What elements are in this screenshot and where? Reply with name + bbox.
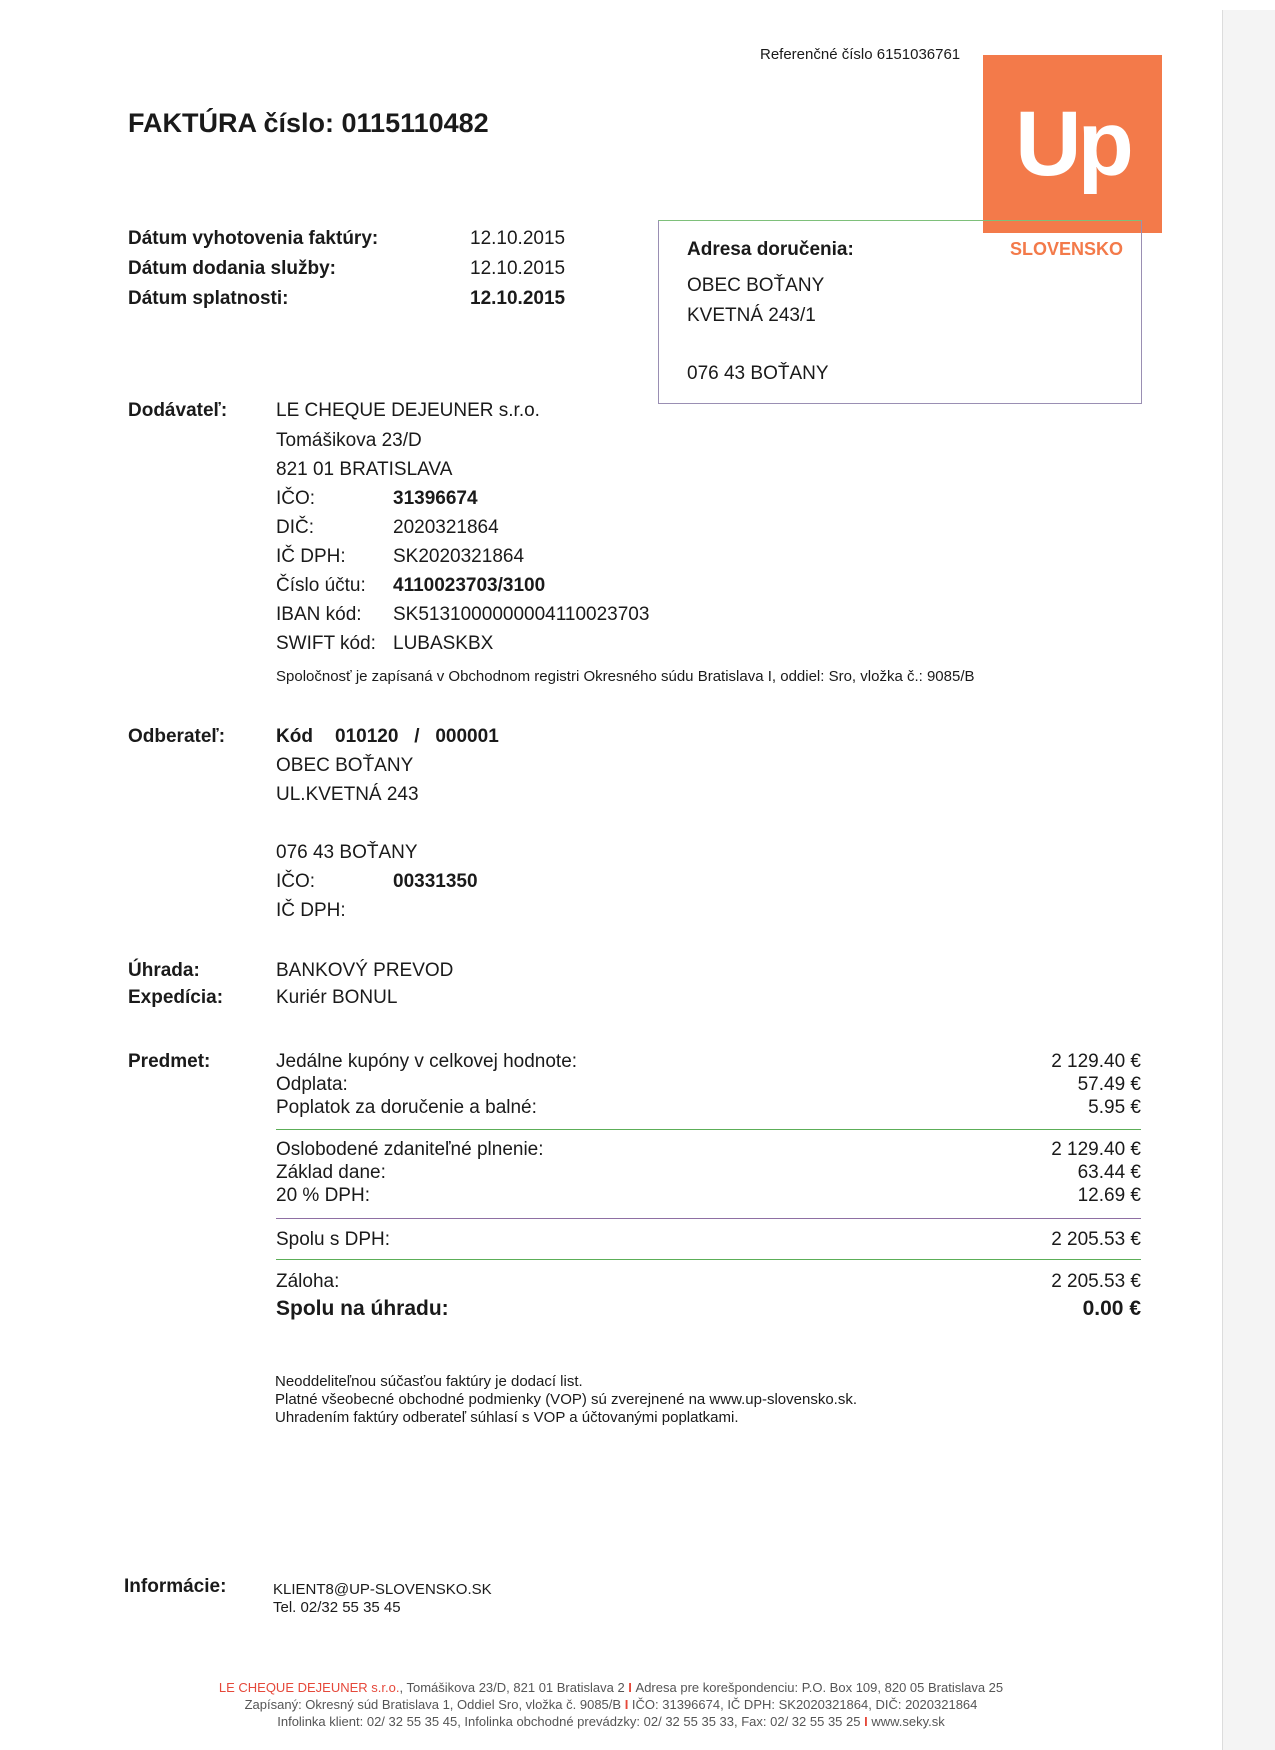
supplier-account-value: 4110023703/3100 bbox=[393, 575, 546, 596]
footer-tax-ids: IČO: 31396674, IČ DPH: SK2020321864, DIČ: 2020321864 bbox=[631, 1697, 978, 1712]
divider-line bbox=[276, 1129, 1141, 1130]
note-line: Uhradením faktúry odberateľ súhlasí s VOP a účtovanými poplatkami. bbox=[275, 1409, 739, 1426]
footer-separator: I bbox=[624, 1680, 636, 1695]
note-line: Platné všeobecné obchodné podmienky (VOP) sú zverejnené na www.up-slovensko.sk. bbox=[275, 1391, 857, 1408]
supplier-icdph-value: SK2020321864 bbox=[393, 546, 525, 567]
delivery-address-city: 076 43 BOŤANY bbox=[687, 363, 829, 384]
info-label: Informácie: bbox=[124, 1576, 227, 1597]
supplier-dic-label: DIČ: bbox=[276, 517, 314, 538]
date-label-delivery: Dátum dodania služby: bbox=[128, 258, 336, 279]
amount-due-label: Spolu na úhradu: bbox=[276, 1297, 449, 1320]
delivery-address-box bbox=[658, 220, 1142, 404]
customer-street: UL.KVETNÁ 243 bbox=[276, 784, 419, 805]
footer-correspondence: Adresa pre korešpondenciu: P.O. Box 109, 820 05 Bratislava 25 bbox=[635, 1680, 1004, 1695]
customer-name: OBEC BOŤANY bbox=[276, 755, 414, 776]
invoice-title: FAKTÚRA číslo: 0115110482 bbox=[128, 108, 489, 138]
tax-item-label: 20 % DPH: bbox=[276, 1185, 370, 1206]
customer-code: 010120 / 000001 bbox=[335, 726, 499, 747]
line-item-label: Jedálne kupóny v celkovej hodnote: bbox=[276, 1051, 578, 1072]
footer-line-1 bbox=[0, 1680, 1222, 1695]
payment-value: BANKOVÝ PREVOD bbox=[276, 960, 454, 981]
supplier-dic-value: 2020321864 bbox=[393, 517, 499, 538]
tax-item-value: 12.69 € bbox=[1077, 1185, 1141, 1206]
customer-label: Odberateľ: bbox=[128, 726, 226, 747]
line-item-label: Poplatok za doručenie a balné: bbox=[276, 1097, 537, 1118]
delivery-address-title: Adresa doručenia: bbox=[687, 239, 854, 260]
info-email: KLIENT8@UP-SLOVENSKO.SK bbox=[273, 1581, 492, 1598]
total-with-vat-value: 2 205.53 € bbox=[1051, 1229, 1141, 1250]
payment-label: Úhrada: bbox=[128, 960, 200, 981]
shipping-label: Expedícia: bbox=[128, 987, 224, 1008]
reference-number: Referenčné číslo 6151036761 bbox=[760, 46, 961, 63]
page-edge-shadow bbox=[1222, 10, 1275, 1750]
logo-subtitle: SLOVENSKO bbox=[1010, 239, 1124, 259]
logo-text: Up bbox=[1015, 93, 1130, 195]
customer-ico-value: 00331350 bbox=[393, 871, 478, 892]
footer-company: LE CHEQUE DEJEUNER s.r.o. bbox=[218, 1680, 400, 1695]
brand-logo bbox=[983, 55, 1162, 233]
shipping-value: Kuriér BONUL bbox=[276, 987, 398, 1008]
note-line: Neoddeliteľnou súčasťou faktúry je dodací list. bbox=[275, 1373, 583, 1390]
amount-due-value: 0.00 € bbox=[1082, 1297, 1141, 1320]
total-with-vat-label: Spolu s DPH: bbox=[276, 1229, 391, 1250]
supplier-iban-value: SK5131000000004110023703 bbox=[393, 604, 650, 625]
supplier-swift-value: LUBASKBX bbox=[393, 633, 494, 654]
footer-phones: Infolinka klient: 02/ 32 55 35 45, Infolinka obchodné prevádzky: 02/ 32 55 35 33, Fax: 02/ 32 55 35 25 bbox=[277, 1714, 861, 1729]
date-value-delivery: 12.10.2015 bbox=[470, 258, 566, 279]
footer-separator: I bbox=[621, 1697, 632, 1712]
footer-separator: I bbox=[860, 1714, 872, 1729]
supplier-ico-value: 31396674 bbox=[393, 488, 478, 509]
date-value-issue: 12.10.2015 bbox=[470, 228, 566, 249]
line-item-label: Odplata: bbox=[276, 1074, 348, 1095]
customer-icdph-label: IČ DPH: bbox=[276, 900, 346, 921]
deposit-value: 2 205.53 € bbox=[1051, 1271, 1141, 1292]
supplier-city: 821 01 BRATISLAVA bbox=[276, 459, 453, 480]
deposit-label: Záloha: bbox=[276, 1271, 340, 1292]
customer-ico-label: IČO: bbox=[276, 871, 316, 892]
line-item-value: 5.95 € bbox=[1088, 1097, 1141, 1118]
supplier-registry-note: Spoločnosť je zapísaná v Obchodnom registri Okresného súdu Bratislava I, oddiel: Sro, vložka č.: 9085/B bbox=[276, 668, 975, 685]
date-value-due: 12.10.2015 bbox=[470, 288, 566, 309]
info-phone: Tel. 02/32 55 35 45 bbox=[273, 1599, 401, 1616]
footer-line-2 bbox=[0, 1697, 1222, 1712]
date-label-due: Dátum splatnosti: bbox=[128, 288, 289, 309]
customer-city: 076 43 BOŤANY bbox=[276, 842, 418, 863]
supplier-street: Tomášikova 23/D bbox=[276, 430, 422, 451]
footer-website: www.seky.sk bbox=[871, 1714, 945, 1729]
delivery-address-street: KVETNÁ 243/1 bbox=[687, 305, 816, 326]
line-item-value: 2 129.40 € bbox=[1051, 1051, 1141, 1072]
footer-address: , Tomášikova 23/D, 821 01 Bratislava 2 bbox=[399, 1680, 625, 1695]
line-item-value: 57.49 € bbox=[1077, 1074, 1141, 1095]
tax-item-label: Základ dane: bbox=[276, 1162, 386, 1183]
subject-label: Predmet: bbox=[128, 1051, 211, 1072]
date-label-issue: Dátum vyhotovenia faktúry: bbox=[128, 228, 379, 249]
footer-registry: Zapísaný: Okresný súd Bratislava 1, Oddiel Sro, vložka č. 9085/B bbox=[244, 1697, 622, 1712]
supplier-ico-label: IČO: bbox=[276, 488, 316, 509]
divider-line bbox=[276, 1218, 1141, 1219]
tax-item-value: 63.44 € bbox=[1077, 1162, 1141, 1183]
footer-line-3 bbox=[0, 1714, 1222, 1729]
tax-item-value: 2 129.40 € bbox=[1051, 1139, 1141, 1160]
tax-item-label: Oslobodené zdaniteľné plnenie: bbox=[276, 1139, 544, 1160]
supplier-label: Dodávateľ: bbox=[128, 400, 228, 421]
supplier-name: LE CHEQUE DEJEUNER s.r.o. bbox=[276, 400, 540, 421]
divider-line bbox=[276, 1259, 1141, 1260]
delivery-address-name: OBEC BOŤANY bbox=[687, 275, 825, 296]
supplier-swift-label: SWIFT kód: bbox=[276, 633, 376, 654]
customer-code-label: Kód bbox=[276, 726, 313, 747]
supplier-iban-label: IBAN kód: bbox=[276, 604, 362, 625]
supplier-icdph-label: IČ DPH: bbox=[276, 546, 346, 567]
supplier-account-label: Číslo účtu: bbox=[276, 575, 366, 596]
